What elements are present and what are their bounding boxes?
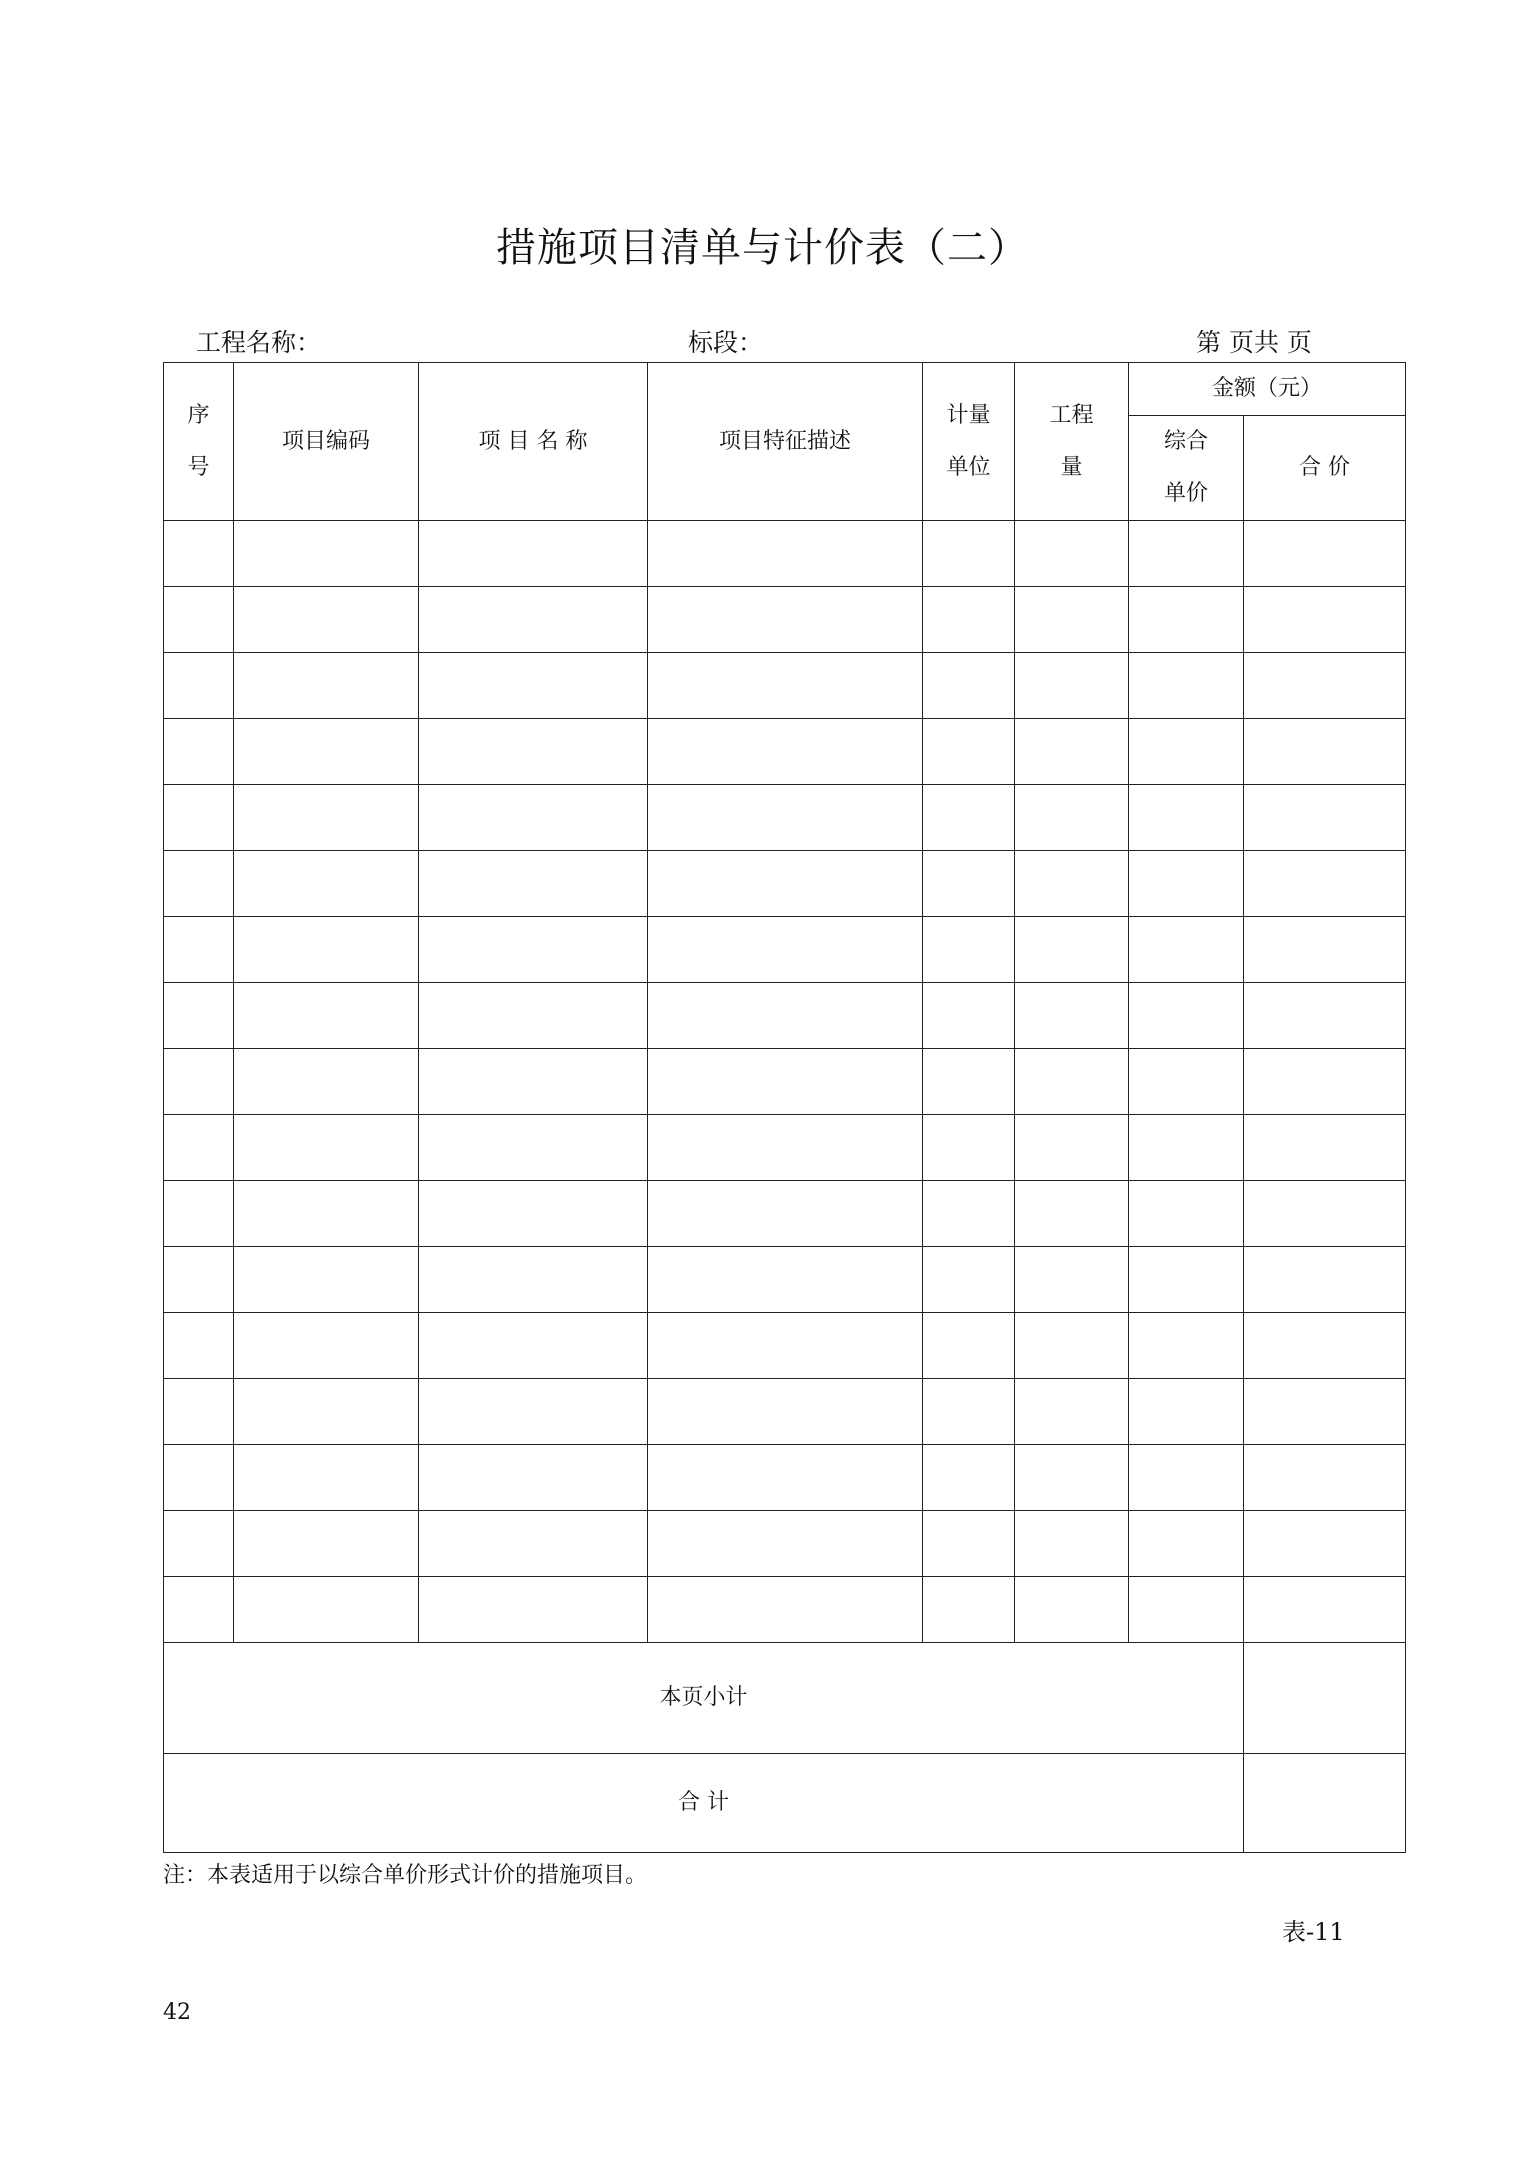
cell-item-code[interactable] [234,1445,419,1511]
cell-total-price[interactable] [1244,785,1406,851]
cell-seq[interactable] [164,587,234,653]
cell-total-price[interactable] [1244,1247,1406,1313]
cell-quantity[interactable] [1015,1115,1129,1181]
cell-unit-price[interactable] [1129,653,1244,719]
cell-quantity[interactable] [1015,653,1129,719]
cell-item-code[interactable] [234,1313,419,1379]
cell-seq[interactable] [164,1181,234,1247]
cell-seq[interactable] [164,1115,234,1181]
cell-item-code[interactable] [234,1577,419,1643]
cell-quantity[interactable] [1015,1379,1129,1445]
cell-item-code[interactable] [234,521,419,587]
cell-unit-price[interactable] [1129,917,1244,983]
table-row [164,653,1406,719]
cell-item-code[interactable] [234,1049,419,1115]
header-item-name: 项 目 名 称 [419,363,648,521]
cell-item-features[interactable] [648,1379,923,1445]
cell-item-features[interactable] [648,587,923,653]
grand-total-row [164,1754,1406,1853]
cell-item-code[interactable] [234,719,419,785]
table-row [164,851,1406,917]
grand-total-cell[interactable] [1244,1754,1406,1853]
cell-total-price[interactable] [1244,1445,1406,1511]
cell-item-name[interactable] [419,1445,648,1511]
table-row [164,1247,1406,1313]
table-row [164,1049,1406,1115]
cell-item-name[interactable] [419,719,648,785]
cell-quantity[interactable] [1015,719,1129,785]
cell-item-code[interactable] [234,1181,419,1247]
page-subtotal-label: 本页小计 [164,1643,1244,1754]
cell-unit-price[interactable] [1129,521,1244,587]
cell-item-name[interactable] [419,917,648,983]
cell-total-price[interactable] [1244,719,1406,785]
cell-seq[interactable] [164,917,234,983]
header-seq: 序 号 [164,363,234,521]
cell-item-name[interactable] [419,1247,648,1313]
cell-item-code[interactable] [234,653,419,719]
cell-item-features[interactable] [648,653,923,719]
cell-quantity[interactable] [1015,851,1129,917]
table-row [164,785,1406,851]
cell-item-name[interactable] [419,785,648,851]
table-row [164,1577,1406,1643]
header-unit-price: 综合 单价 [1129,416,1244,521]
cell-seq[interactable] [164,1511,234,1577]
project-name-label: 工程名称： [196,328,322,357]
cell-unit[interactable] [923,983,1015,1049]
table-row [164,719,1406,785]
cell-unit-price[interactable] [1129,587,1244,653]
cell-unit-price[interactable] [1129,1115,1244,1181]
cell-total-price[interactable] [1244,1379,1406,1445]
header-quantity: 工程 量 [1015,363,1129,521]
cell-total-price[interactable] [1244,521,1406,587]
cell-item-code[interactable] [234,1115,419,1181]
cell-item-features[interactable] [648,1181,923,1247]
cell-seq[interactable] [164,719,234,785]
cell-item-features[interactable] [648,983,923,1049]
table-row [164,1181,1406,1247]
cell-item-features[interactable] [648,1313,923,1379]
cell-quantity[interactable] [1015,1181,1129,1247]
cell-item-features[interactable] [648,521,923,587]
cell-unit-price[interactable] [1129,1181,1244,1247]
header-amount: 金额（元） [1129,363,1406,416]
cell-unit[interactable] [923,1247,1015,1313]
cell-unit[interactable] [923,917,1015,983]
cell-total-price[interactable] [1244,653,1406,719]
cell-quantity[interactable] [1015,1313,1129,1379]
cell-seq[interactable] [164,653,234,719]
cell-unit[interactable] [923,785,1015,851]
cell-total-price[interactable] [1244,983,1406,1049]
cell-quantity[interactable] [1015,587,1129,653]
cell-unit[interactable] [923,1511,1015,1577]
cell-seq[interactable] [164,1379,234,1445]
cell-seq[interactable] [164,785,234,851]
cell-unit-price[interactable] [1129,1049,1244,1115]
cell-unit-price[interactable] [1129,1247,1244,1313]
cell-unit[interactable] [923,1577,1015,1643]
page-count-label: 第 页共 页 [1196,328,1312,357]
cell-unit-price[interactable] [1129,719,1244,785]
cell-item-features[interactable] [648,1247,923,1313]
cell-item-features[interactable] [648,1445,923,1511]
cell-quantity[interactable] [1015,1049,1129,1115]
cell-unit-price[interactable] [1129,1379,1244,1445]
cell-quantity[interactable] [1015,785,1129,851]
cell-seq[interactable] [164,1313,234,1379]
page-title: 措施项目清单与计价表（二） [496,225,1029,271]
cell-item-code[interactable] [234,983,419,1049]
cell-item-features[interactable] [648,785,923,851]
header-item-features: 项目特征描述 [648,363,923,521]
cell-item-features[interactable] [648,719,923,785]
cell-unit[interactable] [923,1049,1015,1115]
cell-item-name[interactable] [419,1379,648,1445]
cell-item-code[interactable] [234,1247,419,1313]
table-number: 表-11 [1282,1918,1345,1946]
cell-total-price[interactable] [1244,1181,1406,1247]
cell-item-features[interactable] [648,1511,923,1577]
table-row [164,1511,1406,1577]
cell-unit[interactable] [923,1115,1015,1181]
cell-item-code[interactable] [234,1379,419,1445]
table-row [164,1445,1406,1511]
cell-quantity[interactable] [1015,1511,1129,1577]
cell-item-features[interactable] [648,1115,923,1181]
cell-seq[interactable] [164,983,234,1049]
cell-total-price[interactable] [1244,587,1406,653]
cell-unit-price[interactable] [1129,1445,1244,1511]
cell-quantity[interactable] [1015,521,1129,587]
cell-total-price[interactable] [1244,1115,1406,1181]
table-row [164,1379,1406,1445]
cell-unit[interactable] [923,653,1015,719]
cell-unit[interactable] [923,1313,1015,1379]
cell-item-code[interactable] [234,785,419,851]
cell-item-features[interactable] [648,1577,923,1643]
table-row [164,521,1406,587]
cell-seq[interactable] [164,1247,234,1313]
cell-item-features[interactable] [648,851,923,917]
cell-unit-price[interactable] [1129,785,1244,851]
cell-seq[interactable] [164,1049,234,1115]
page-subtotal-cell[interactable] [1244,1643,1406,1754]
cell-seq[interactable] [164,1445,234,1511]
cell-unit[interactable] [923,1181,1015,1247]
cell-total-price[interactable] [1244,851,1406,917]
cell-item-name[interactable] [419,1577,648,1643]
page-subtotal-row [164,1643,1406,1754]
cell-total-price[interactable] [1244,1511,1406,1577]
header-row-1 [164,363,1406,416]
cell-item-name[interactable] [419,1181,648,1247]
cell-seq[interactable] [164,1577,234,1643]
cell-item-name[interactable] [419,1511,648,1577]
cell-item-code[interactable] [234,851,419,917]
cell-quantity[interactable] [1015,983,1129,1049]
cell-unit-price[interactable] [1129,1313,1244,1379]
cell-unit[interactable] [923,719,1015,785]
cell-quantity[interactable] [1015,1577,1129,1643]
cell-item-features[interactable] [648,1049,923,1115]
cell-item-name[interactable] [419,587,648,653]
cell-seq[interactable] [164,851,234,917]
cell-item-name[interactable] [419,521,648,587]
header-total-price: 合 价 [1244,416,1406,521]
cell-quantity[interactable] [1015,917,1129,983]
cell-item-code[interactable] [234,587,419,653]
cell-total-price[interactable] [1244,917,1406,983]
cell-item-name[interactable] [419,983,648,1049]
cell-item-name[interactable] [419,1313,648,1379]
table-row [164,587,1406,653]
cell-unit[interactable] [923,1379,1015,1445]
measures-pricing-table [163,362,1406,1853]
cell-quantity[interactable] [1015,1247,1129,1313]
table-row [164,1115,1406,1181]
cell-unit-price[interactable] [1129,1577,1244,1643]
cell-unit-price[interactable] [1129,983,1244,1049]
cell-item-name[interactable] [419,851,648,917]
cell-unit-price[interactable] [1129,851,1244,917]
table-row [164,1313,1406,1379]
cell-total-price[interactable] [1244,1313,1406,1379]
cell-unit[interactable] [923,521,1015,587]
grand-total-label: 合 计 [164,1754,1244,1853]
cell-unit-price[interactable] [1129,1511,1244,1577]
cell-item-name[interactable] [419,1049,648,1115]
cell-seq[interactable] [164,521,234,587]
footnote: 注：本表适用于以综合单价形式计价的措施项目。 [163,1863,648,1888]
cell-total-price[interactable] [1244,1049,1406,1115]
cell-item-name[interactable] [419,653,648,719]
cell-total-price[interactable] [1244,1577,1406,1643]
cell-unit[interactable] [923,587,1015,653]
cell-item-name[interactable] [419,1115,648,1181]
table-row [164,983,1406,1049]
cell-unit[interactable] [923,1445,1015,1511]
section-label: 标段： [688,328,764,357]
cell-item-features[interactable] [648,917,923,983]
cell-item-code[interactable] [234,1511,419,1577]
header-unit: 计量 单位 [923,363,1015,521]
cell-unit[interactable] [923,851,1015,917]
header-item-code: 项目编码 [234,363,419,521]
table-row [164,917,1406,983]
page-number: 42 [163,2000,191,2025]
cell-item-code[interactable] [234,917,419,983]
cell-quantity[interactable] [1015,1445,1129,1511]
